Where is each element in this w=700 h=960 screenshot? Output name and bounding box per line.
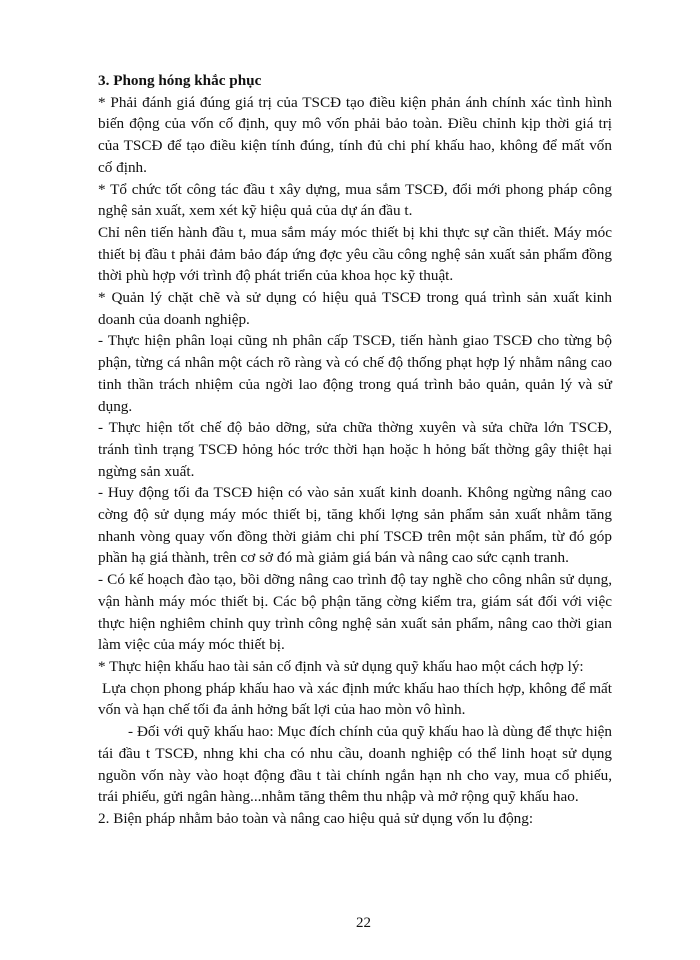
paragraph-working-capital-heading: 2. Biện pháp nhằm bảo toàn và nâng cao hiệu quả sử dụng vốn lu động: [98, 809, 534, 827]
paragraph-depreciation: * Thực hiện khấu hao tài sản cố định và sử dụng quỹ khấu hao một cách hợp lý: [98, 657, 584, 675]
paragraph-depreciation-fund: - Đối với quỹ khấu hao: Mục đích chính của quỹ khấu hao là dùng để thực hiện tái đầu t TSCĐ, nhng khi cha có nhu cầu, doanh nghiệp có thể linh hoạt sử dụng nguồn vốn này vào hoạt động đầu t tài chính ngắn hạn nh cho vay, mua cổ phiếu, trái phiếu, gửi ngân hàng...nhằm tăng thêm thu nhập và mở rộng quỹ khấu hao. [98, 723, 612, 806]
paragraph-classification: - Thực hiện phân loại cũng nh phân cấp TSCĐ, tiến hành giao TSCĐ cho từng bộ phận, từng cá nhân một cách rõ ràng và có chế độ thống phạt hợp lý nhằm nâng cao tinh thần trách nhiệm của ngời lao động trong quá trình bảo quản, quản lý và sử dụng. [98, 332, 612, 415]
paragraph-machinery-purchase: Chỉ nên tiến hành đầu t, mua sắm máy móc thiết bị khi thực sự cần thiết. Máy móc thiết bị đầu t phải đảm bảo đáp ứng đợc yêu cầu công nghệ sản xuất sản phẩm đồng thời phù hợp với trình độ phát triển của khoa học kỹ thuật. [98, 223, 612, 285]
section-heading: 3. Phong hóng khắc phục [98, 72, 262, 89]
paragraph-depreciation-method: Lựa chọn phong pháp khấu hao và xác định mức khấu hao thích hợp, không để mất vốn và hạn chế tối đa ảnh hởng bất lợi của hao mòn vô hình. [98, 679, 612, 719]
paragraph-asset-valuation: * Phải đánh giá đúng giá trị của TSCĐ tạo điều kiện phản ánh chính xác tình hình biến động của vốn cố định, quy mô vốn phải bảo toàn. Điều chỉnh kịp thời giá trị của TSCĐ để tạo điều kiện tính đúng, tính đủ chi phí khấu hao, không để mất vốn cố định. [98, 93, 612, 176]
paragraph-mobilization: - Huy động tối đa TSCĐ hiện có vào sản xuất kinh doanh. Không ngừng nâng cao cờng độ sử dụng máy móc thiết bị, tăng khối lợng sản phẩm sản xuất nhằm tăng nhanh vòng quay vốn đồng thời giảm chi phí TSCĐ trên một sản phẩm, từ đó góp phần hạ giá thành, trên cơ sở đó mà giảm giá bán và nâng cao sức cạnh tranh. [98, 484, 612, 567]
paragraph-investment: * Tổ chức tốt công tác đầu t xây dựng, mua sắm TSCĐ, đổi mới phong pháp công nghệ sản xuất, xem xét kỹ hiệu quả của dự án đầu t. [98, 180, 612, 220]
paragraph-maintenance: - Thực hiện tốt chế độ bảo dỡng, sửa chữa thờng xuyên và sửa chữa lớn TSCĐ, tránh tình trạng TSCĐ hỏng hóc trớc thời hạn hoặc h hỏng bất thờng gây thiệt hại ngừng sản xuất. [98, 419, 612, 480]
paragraph-asset-management: * Quản lý chặt chẽ và sử dụng có hiệu quả TSCĐ trong quá trình sản xuất kinh doanh của doanh nghiệp. [98, 289, 612, 328]
page-number: 22 [356, 915, 371, 931]
document-page [98, 70, 612, 830]
paragraph-training: - Có kế hoạch đào tạo, bồi dỡng nâng cao trình độ tay nghề cho công nhân sử dụng, vận hành máy móc thiết bị. Các bộ phận tăng cờng kiểm tra, giám sát đối với việc thực hiện nghiêm chỉnh quy trình công nghệ sản xuất sản phẩm, nâng cao thời gian làm việc của máy móc thiết bị. [98, 571, 612, 654]
